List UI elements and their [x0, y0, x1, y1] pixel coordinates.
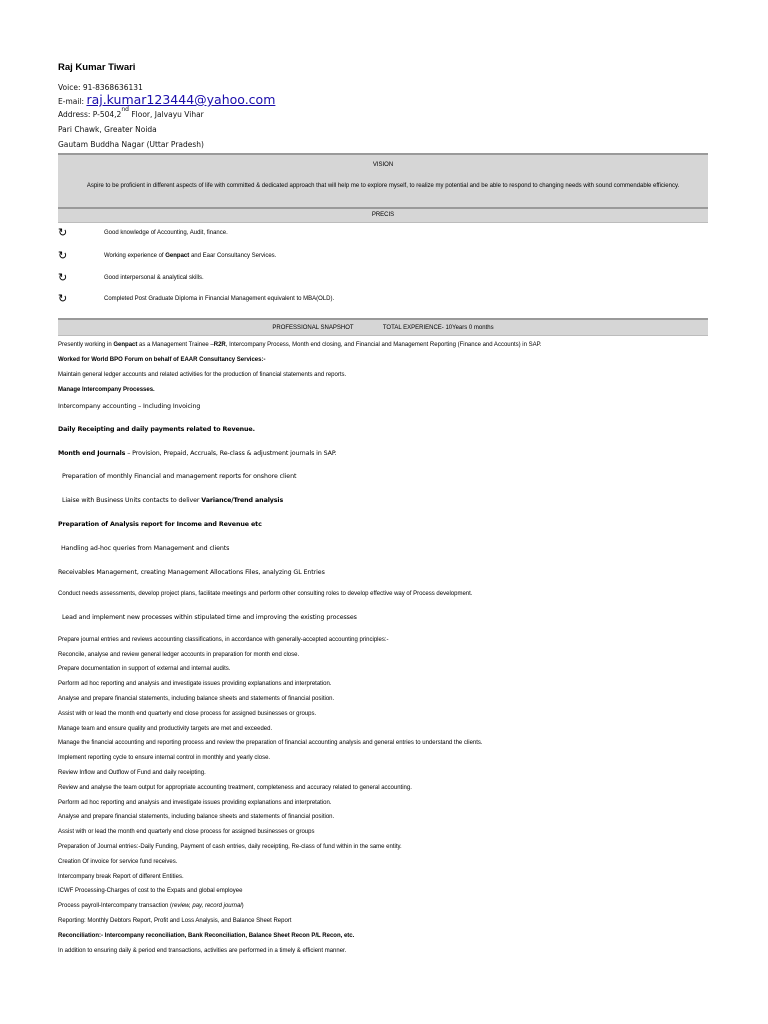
duty-item: Review Inflow and Outflow of Fund and daily receipting.	[58, 770, 206, 776]
duty-item: Review and analyse the team output for appropriate accounting treatment, completeness and accuracy related to general accounting.	[58, 785, 412, 791]
duty-item: Reconciliation:- Intercompany reconciliation, Bank Reconciliation, Balance Sheet Recon P/L Recon, etc.	[58, 933, 355, 939]
candidate-name: Raj Kumar Tiwari	[58, 62, 136, 73]
email-link[interactable]: raj.kumar123444@yahoo.com	[86, 92, 276, 107]
duty-item: Analyse and prepare financial statements, including balance sheets and statements of financial position.	[58, 814, 335, 820]
email-line	[58, 92, 275, 107]
duty-item: Manage the financial accounting and reporting process and review the preparation of financial accounting analysis and general entries to understand the clients.	[58, 740, 483, 746]
precis-item	[58, 249, 698, 266]
address-line-2: Pari Chawk, Greater Noida	[58, 125, 157, 134]
duty-item: Perform ad hoc reporting and analysis and investigate issues providing explanations and interpretation.	[58, 800, 332, 806]
address-line-3: Gautam Buddha Nagar (Uttar Pradesh)	[58, 140, 204, 149]
duty-item: Implement reporting cycle to ensure internal control in monthly and yearly close.	[58, 755, 271, 761]
experience-line: Presently working in Genpact as a Management Trainee –R2R, Intercompany Process, Month end closing, and Financial and Management Reporting (Finance and Accounts) in SAP.	[58, 342, 542, 348]
address-pre: Address: P-504,2	[58, 110, 122, 119]
voice-line: Voice: 91-8368636131	[58, 83, 143, 92]
experience-line: Month end Journals – Provision, Prepaid, Accruals, Re-class & adjustment journals in SAP.	[58, 450, 337, 457]
precis-item	[58, 226, 698, 243]
duty-item: Process payroll-Intercompany transaction (review, pay, record journal)	[58, 903, 244, 909]
refresh-arrow-icon: ↻	[58, 271, 68, 284]
professional-snapshot-header	[58, 318, 708, 336]
duty-item: Preparation of Journal entries:-Daily Funding, Payment of cash entries, daily receipting, Re-class of fund within in the same entity.	[58, 844, 402, 850]
experience-heading: Manage Intercompany Processes.	[58, 387, 155, 393]
refresh-arrow-icon: ↻	[58, 249, 68, 262]
address-post: Floor, Jalvayu Vihar	[128, 110, 204, 119]
experience-line: Preparation of monthly Financial and management reports for onshore client	[62, 473, 297, 480]
experience-line: Preparation of Analysis report for Income and Revenue etc	[58, 521, 262, 528]
duty-item: Perform ad hoc reporting and analysis and investigate issues providing explanations and interpretation.	[58, 681, 332, 687]
precis-item-text: Working experience of Genpact and Eaar Consultancy Services.	[104, 253, 277, 259]
precis-item	[58, 292, 698, 309]
precis-item	[58, 271, 698, 288]
experience-line: Intercompany accounting – Including Invoicing	[58, 403, 201, 410]
precis-item-text: Good knowledge of Accounting, Audit, finance.	[104, 230, 228, 236]
duty-item: Intercompany break Report of different Entities.	[58, 874, 184, 880]
vision-text: Aspire to be proficient in different aspects of life with committed & dedicated approach that will help me to explore myself, to realize my potential and be able to respond to changing needs with sound commendable efficiency.	[86, 183, 680, 189]
refresh-arrow-icon: ↻	[58, 292, 68, 305]
duty-item: ICWF Processing-Charges of cost to the Expats and global employee	[58, 888, 243, 894]
duty-item: Assist with or lead the month end quarterly end close process for assigned businesses or groups.	[58, 711, 317, 717]
duty-item: Reporting: Monthly Debtors Report, Profit and Loss Analysis, and Balance Sheet Report	[58, 918, 292, 924]
duty-item: Analyse and prepare financial statements, including balance sheets and statements of financial position.	[58, 696, 335, 702]
experience-line: Receivables Management, creating Management Allocations Files, analyzing GL Entries	[58, 569, 325, 576]
experience-line: Handling ad-hoc queries from Management and clients	[61, 545, 230, 552]
experience-line: Liaise with Business Units contacts to deliver Variance/Trend analysis	[62, 497, 284, 504]
experience-line: Conduct needs assessments, develop project plans, facilitate meetings and perform other consulting roles to develop effective way of Process development.	[58, 591, 473, 597]
address-sup: nd	[121, 106, 129, 113]
experience-line: Maintain general ledger accounts and related activities for the production of financial statements and reports.	[58, 372, 347, 378]
vision-title: VISION	[372, 162, 394, 168]
duty-item: In addition to ensuring daily & period end transactions, activities are performed in a timely & efficient manner.	[58, 948, 347, 954]
duty-item: Assist with or lead the month end quarterly end close process for assigned businesses or groups	[58, 829, 315, 835]
total-experience: TOTAL EXPERIENCE- 10Years 0 months	[382, 325, 494, 331]
duty-item: Prepare journal entries and reviews accounting classifications, in accordance with generally-accepted accounting principles:-	[58, 637, 389, 643]
duty-item: Prepare documentation in support of external and internal audits.	[58, 666, 231, 672]
precis-item-text: Good interpersonal & analytical skills.	[104, 275, 204, 281]
experience-heading: Worked for World BPO Forum on behalf of EAAR Consultancy Services:-	[58, 357, 266, 363]
duty-item: Manage team and ensure quality and productivity targets are met and exceeded.	[58, 726, 273, 732]
precis-title: PRECIS	[58, 207, 708, 223]
experience-line: Lead and implement new processes within stipulated time and improving the existing processes	[62, 614, 357, 621]
address-line	[58, 106, 204, 119]
duty-item: Creation Of invoice for service fund receives.	[58, 859, 178, 865]
email-label: E-mail:	[58, 97, 85, 106]
experience-line: Daily Receipting and daily payments related to Revenue.	[58, 426, 255, 433]
duty-item: Reconcile, analyse and review general ledger accounts in preparation for month end close.	[58, 652, 300, 658]
vision-section	[58, 153, 708, 208]
precis-item-text: Completed Post Graduate Diploma in Financial Management equivalent to MBA(OLD).	[104, 296, 335, 302]
refresh-arrow-icon: ↻	[58, 226, 68, 239]
snapshot-title: PROFESSIONAL SNAPSHOT	[272, 325, 354, 331]
